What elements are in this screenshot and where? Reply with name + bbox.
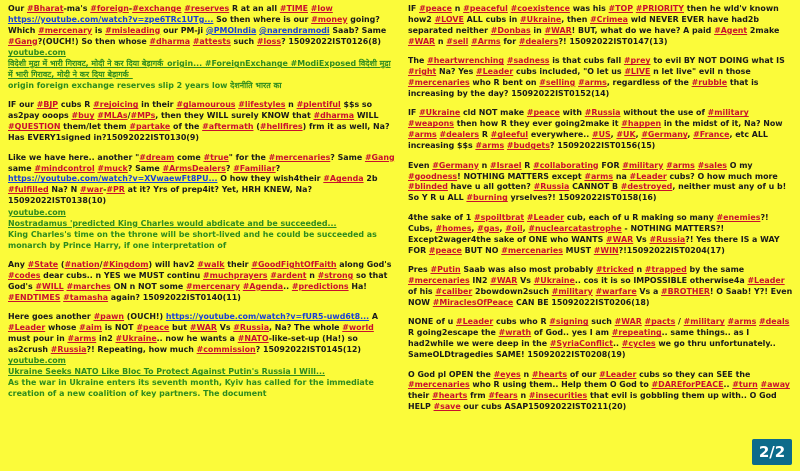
tweet-text: The #heartwrenching #sadness is that cubs fall #prey to evil BY NOT DOING what IS #right Na? Yes #Leader cubs included, "O let us #LIVE n let live" evil n those #mercenaries who R bent on #selling #arms, regardless of the #rubble that is increasing by the day? 15092022IST0152(14) xyxy=(407,56,785,98)
tweet-text: IF #Ukraine cld NOT make #peace with #Russia without the use of #military #weapons then how R they ever going2make it #happen in the midst of it, Na? Now #arms #dealers R #gleeful everywhere.. #US, #UK, #Germany, #France, etc ALL increasing $$s #arms #budgets? 15092022IST0156(15) xyxy=(407,108,783,151)
tweet-text: Any #State (#nation/#Kingdom) will hav2 #walk their #GoodFightOfFaith along God's #codes dear cubs.. n YES we MUST continu #muchprayers #ardent n #strong so that God's #WILL #marches ON n NOT some #mercenary #Agenda.. #predictions Ha! #ENDTIMES #tamasha again? 15092022IST0140(11) xyxy=(8,260,392,302)
left-column xyxy=(8,4,396,471)
link-preview[interactable] xyxy=(8,356,396,400)
link-preview-title[interactable]: Nostradamus 'predicted King Charles would abdicate and be succeeded... xyxy=(8,218,337,228)
tweet-text: Even #Germany n #Israel R #collaborating FOR #military #arms #sales O my #goodness! NOTHING MATTERS except #arms na #Leader cubs? O how much more #blinded have u all gotten? #Russia CANNOT B #destroyed, neither must any of u b! So Y R u ALL #burning yrselves?! 15092022IST0158(16) xyxy=(407,160,787,203)
tweet-text: IF #peace n #peaceful #coexistence was his #TOP #PRIORITY then he wld'v known how2 #LOVE ALL cubs in #Ukraine, then #Crimea wld NEVER EVER have had2b separated neither #Donbas in #WAR! BUT, what do we have? A paid #Agent 2make #WAR n #sell #Arms for #dealers?! 15092022IST0147(13) xyxy=(407,4,780,46)
tweet-text: O God pl OPEN the #eyes n #hearts of our #Leader cubs so they can SEE the #mercenaries who R using them.. Help them O God to #DAREforPEACE.. #turn #away their #hearts frm #fears n #insecurities that evil is gobbling them up with.. O God HELP #save our cubs ASAP15092022IST0211(20) xyxy=(407,369,790,412)
tweet-text: 4the sake of 1 #spoiltbrat #Leader cub, each of u R making so many #enemies?! Cubs, #homes, #gas, #oil, #nuclearcatastrophe - NOTHING MATTERS?! Except2wager4the sake of ONE who WANTS #WAR Vs #Russia?! Yes there IS a WAY FOR #peace BUT NO #mercenaries MUST #WIN?!15092022IST0204(17) xyxy=(407,212,780,255)
tweet-text: Pres #Putin Saab was also most probably #tricked n #trapped by the same #mercenaries IN2 #WAR Vs #Ukraine.. cos it is so IMPOSSIBLE otherwise4a #Leader of his #caliber 2bowdown2such #military #warfare Vs a #BROTHER! O Saab! Y?! Even NOW #MiraclesOfPeace CAN BE 15092022IST0206(18) xyxy=(407,265,793,307)
link-preview-desc: King Charles's time on the throne will be short-lived and he could be succeeded as monarch by Prince Harry, if one interpretation of xyxy=(8,229,377,250)
tweet-text: NONE of u #Leader cubs who R #signing such #WAR #pacts / #military #arms #deals R going2escape the #wrath of God.. yes I am #repeating.. same things.. as I had2while we were deep in the #SyriaConflict.. #cycles we go thru unfortunately.. SameOLDtragedies SAME! 15092022IST0208(19) xyxy=(407,317,790,360)
link-preview-desc: As the war in Ukraine enters its seventh month, Kyiv has called for the immediate creation of a new coalition of key partners. The document xyxy=(8,378,374,399)
link-preview[interactable] xyxy=(8,48,396,92)
tweet-text: Here goes another #pawn (OUCH!) https://youtube.com/watch?v=fUR5-uwd6t8... A #Leader whose #aim is NOT #peace but #WAR Vs #Russia, Na? The whole #world must pour in #arms in2 #Ukraine.. now he wants a #NATO-like-set-up (Ha!) so as2crush #Russia?! Repeating, how much #commission? 15092022IST0145(12) xyxy=(8,312,378,354)
link-preview-site[interactable]: youtube.com xyxy=(8,207,66,217)
link-preview-title[interactable]: Ukraine Seeks NATO Like Bloc To Protect Against Putin's Russia I Will... xyxy=(8,367,325,377)
link-preview-site[interactable]: youtube.com xyxy=(8,48,66,58)
right-column xyxy=(408,4,794,471)
link-preview-site[interactable]: youtube.com xyxy=(8,356,66,366)
tweet-text: IF our #BJP cubs R #rejoicing in their #glamourous #lifestyles n #plentiful $$s so as2pay ooops #buy #MLAs/#MPs, then they WILL surely KNOW that #dharma WILL #QUESTION them/let them #partake of the #aftermath (#hellfires) frm it as well, Na? Has EVERY1signed in?15092022IST0130(9) xyxy=(8,100,390,143)
link-preview-desc: origin foreign exchange reserves slip 2 years low देशनीति भारत का xyxy=(8,80,282,90)
tweet-text: Our #Bharat-ma's #foreign-#exchange #reserves R at an all #TIME #low https://youtube.com/watch?v=zpe6TRc1UTg... So then where is our #money going? Which #mercenary is #misleading our PM-ji @PMOIndia @narendramodi Saab? Same #Gang?(OUCH!) So then whose #dharma #attests such #loss? 15092022IST0126(8) xyxy=(8,4,387,46)
link-preview-title[interactable]: विदेशी मुद्रा में भारी गिरावट, मोदी ने कर दिया बेड़ागर्क_origin... #ForeignExchange #ModiExposed विदेशी मुद्रा में भारी गिरावट, मोदी ने कर दिया बेड़ागर्क_ xyxy=(8,59,391,80)
tweet-text: Like we have here.. another "#dream come #true" for the #mercenaries? Same #Gang same #mindcontrol #muck? Same #ArmsDealers? #Familiar? https://youtube.com/watch?v=XVwaewFt8PU... O how they wish4their #Agenda 2b #fulfilled Na? N #war-#PR at it? Yrs of prep4it? Yet, HRH KNEW, Na? 15092022IST0138(10) xyxy=(8,152,395,206)
link-preview[interactable] xyxy=(8,208,396,252)
page-number-badge: 2/2 xyxy=(752,439,792,465)
